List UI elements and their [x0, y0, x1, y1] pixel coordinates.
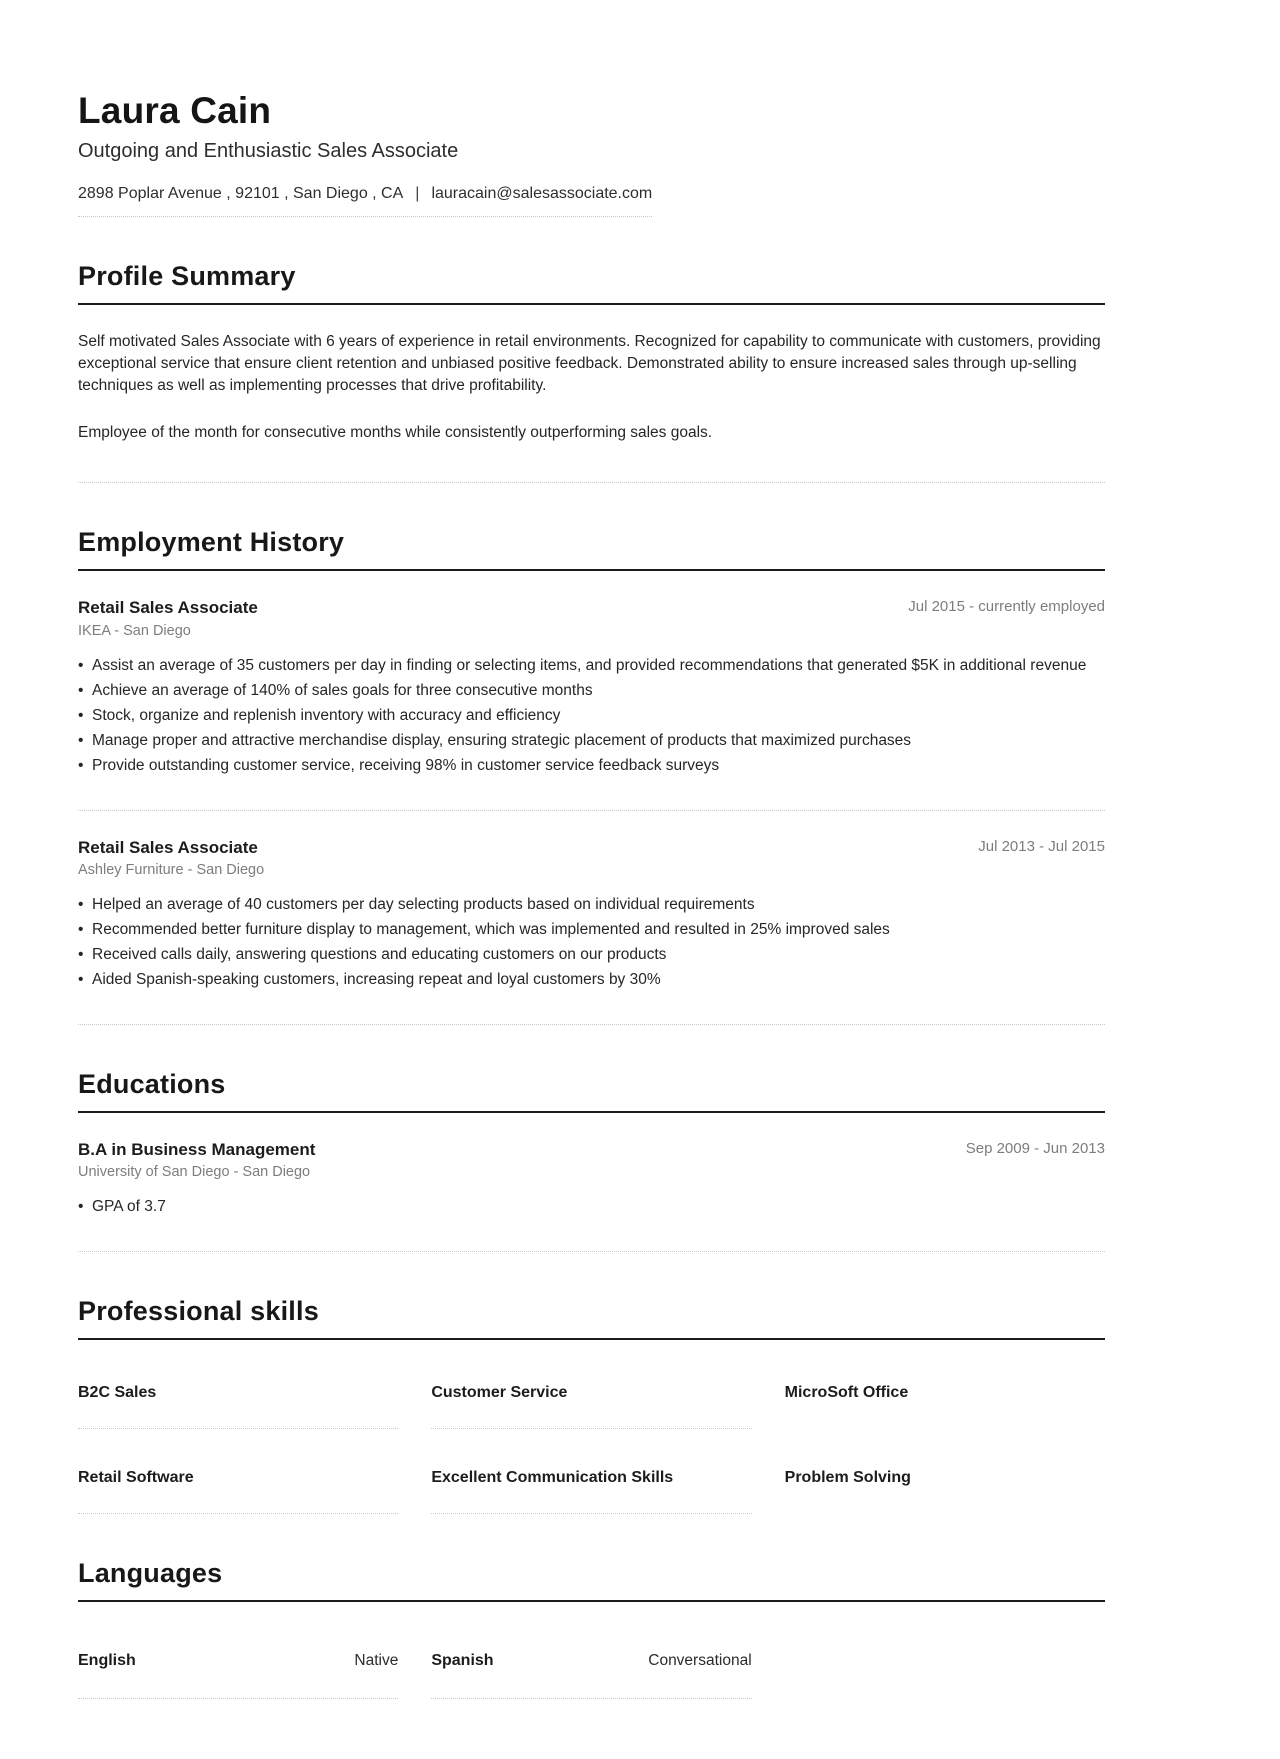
job-title-block — [78, 837, 264, 878]
section-employment-history — [78, 527, 1105, 1024]
education-bullet-list — [78, 1196, 1105, 1218]
job-bullet: • Provide outstanding customer service, receiving 98% in customer service feedback surveys — [78, 755, 1105, 777]
candidate-name: Laura Cain — [78, 90, 272, 131]
skills-grid — [78, 1384, 1105, 1514]
job-bullet: • Recommended better furniture display to management, which was implemented and resulted in 25% improved sales — [78, 919, 1105, 941]
job-dates: Jul 2015 - currently employed — [908, 598, 1105, 616]
job-company: Ashley Furniture - San Diego — [78, 861, 265, 878]
language-item-empty — [785, 1652, 1105, 1699]
skill-item: MicroSoft Office — [784, 1383, 909, 1401]
job-bullet: • Received calls daily, answering questions and educating customers on our products — [78, 944, 1105, 966]
section-languages — [78, 1558, 1105, 1699]
contact-email: lauracain@salesassociate.com — [431, 184, 653, 202]
profile-paragraph: Self motivated Sales Associate with 6 years of experience in retail environments. Recognized for capability to communicate with customers, providing exceptional service that ensure client retention and unbiased positive feedback. Demonstrated ability to ensure increased sales through up-selling techniques as well as implementing processes that drive profitability. — [78, 332, 1101, 395]
education-entry — [78, 1113, 1105, 1252]
section-education — [78, 1069, 1105, 1252]
language-item — [78, 1652, 398, 1699]
job-company: IKEA - San Diego — [78, 622, 191, 639]
skill-item: Excellent Communication Skills — [431, 1469, 751, 1514]
job-bullet: • Manage proper and attractive merchandise display, ensuring strategic placement of products that maximized purchases — [78, 730, 1105, 752]
job-bullet-list — [78, 894, 1105, 991]
language-name: English — [78, 1651, 136, 1669]
job-bullet: • Assist an average of 35 customers per day in finding or selecting items, and provided recommendations that generated $5K in additional revenue — [78, 655, 1105, 677]
contact-separator: | — [415, 184, 420, 202]
education-school: University of San Diego - San Diego — [78, 1163, 311, 1180]
job-header — [78, 597, 1105, 638]
job-dates: Jul 2013 - Jul 2015 — [978, 837, 1105, 855]
job-header — [78, 837, 1105, 878]
job-bullet-list — [78, 655, 1105, 777]
education-dates: Sep 2009 - Jun 2013 — [965, 1139, 1105, 1157]
section-profile-summary — [78, 261, 1105, 484]
language-name: Spanish — [431, 1651, 494, 1669]
contact-address: 2898 Poplar Avenue , 92101 , San Diego , CA — [78, 184, 404, 202]
contact-line — [78, 185, 652, 217]
candidate-job-title: Outgoing and Enthusiastic Sales Associate — [78, 139, 459, 162]
languages-grid — [78, 1652, 1105, 1699]
profile-summary-body — [78, 305, 1105, 484]
profile-summary-heading: Profile Summary — [78, 261, 1105, 305]
skill-item: Problem Solving — [784, 1468, 911, 1486]
skill-item: Customer Service — [431, 1384, 751, 1429]
job-entry — [78, 571, 1105, 810]
job-bullet: • Stock, organize and replenish inventory with accuracy and efficiency — [78, 705, 1105, 727]
employment-history-heading: Employment History — [78, 527, 1105, 571]
language-level: Conversational — [648, 1651, 752, 1669]
job-entry — [78, 811, 1105, 1025]
skill-item: Retail Software — [78, 1469, 398, 1514]
education-title-block — [78, 1139, 315, 1180]
job-title: Retail Sales Associate — [78, 598, 258, 618]
languages-heading: Languages — [78, 1558, 1105, 1602]
language-item — [431, 1652, 751, 1699]
resume-header — [78, 90, 1105, 217]
profile-paragraph: Employee of the month for consecutive months while consistently outperforming sales goals. — [78, 423, 713, 441]
job-bullet: • Aided Spanish-speaking customers, increasing repeat and loyal customers by 30% — [78, 969, 1105, 991]
education-header — [78, 1139, 1105, 1180]
professional-skills-heading: Professional skills — [78, 1296, 1105, 1340]
education-degree: B.A in Business Management — [78, 1139, 316, 1159]
education-heading: Educations — [78, 1069, 1105, 1113]
skill-item: B2C Sales — [78, 1384, 398, 1429]
education-bullet: • GPA of 3.7 — [78, 1196, 1105, 1218]
job-title: Retail Sales Associate — [78, 837, 258, 857]
job-bullet: • Achieve an average of 140% of sales goals for three consecutive months — [78, 680, 1105, 702]
job-title-block — [78, 597, 258, 638]
language-level: Native — [354, 1651, 399, 1669]
job-bullet: • Helped an average of 40 customers per day selecting products based on individual requirements — [78, 894, 1105, 916]
section-professional-skills — [78, 1296, 1105, 1514]
